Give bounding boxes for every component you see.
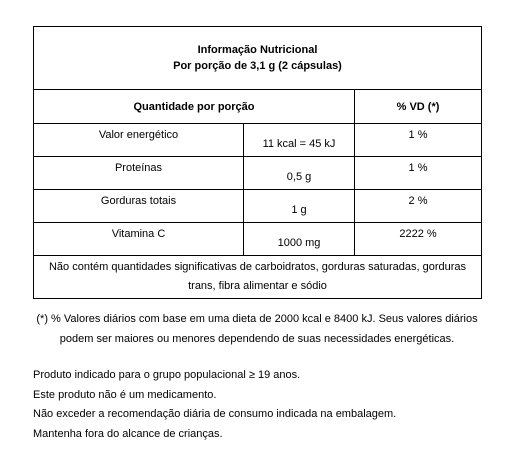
nutrient-name: Gorduras totais [34, 190, 244, 223]
table-footnote [34, 256, 482, 299]
nutrition-table-container [33, 26, 481, 299]
column-header-vd: % VD (*) [355, 90, 482, 124]
table-header-cell [34, 27, 482, 90]
nutrient-name: Vitamina C [34, 223, 244, 256]
table-row [34, 190, 482, 223]
nutrient-vd: 1 % [355, 157, 482, 190]
warning-line: Este produto não é um medicamento. [33, 388, 217, 401]
nutrient-vd: 2 % [355, 190, 482, 223]
table-title: Informação Nutricional [197, 44, 318, 56]
nutrient-amount: 0,5 g [244, 157, 355, 190]
nutrient-amount: 1000 mg [244, 223, 355, 256]
nutrient-vd: 1 % [355, 124, 482, 157]
nutrient-name: Valor energético [34, 124, 244, 157]
nutrient-vd: 2222 % [355, 223, 482, 256]
product-warnings [33, 366, 493, 444]
table-footnote-line: trans, fibra alimentar e sódio [188, 280, 327, 292]
warning-line: Mantenha fora do alcance de crianças. [33, 427, 223, 440]
column-header-quantity: Quantidade por porção [34, 90, 355, 124]
warning-line: Não exceder a recomendação diária de consumo indicada na embalagem. [33, 408, 397, 420]
daily-values-note-line: podem ser maiores ou menores dependendo de suas necessidades energéticas. [59, 333, 455, 345]
table-row [34, 157, 482, 190]
table-footnote-line: Não contém quantidades significativas de carboidratos, gorduras saturadas, gorduras [48, 261, 467, 273]
nutrition-facts-table [33, 26, 482, 299]
nutrient-amount: 1 g [244, 190, 355, 223]
table-row [34, 124, 482, 157]
warning-line: Produto indicado para o grupo populacional ≥ 19 anos. [33, 369, 301, 381]
nutrient-amount: 11 kcal = 45 kJ [244, 124, 355, 157]
daily-values-note-line: (*) % Valores diários com base em uma dieta de 2000 kcal e 8400 kJ. Seus valores diários [36, 313, 478, 325]
daily-values-note [33, 309, 481, 349]
serving-size: Por porção de 3,1 g (2 cápsulas) [173, 60, 342, 72]
table-row [34, 223, 482, 256]
nutrient-name: Proteínas [34, 157, 244, 190]
